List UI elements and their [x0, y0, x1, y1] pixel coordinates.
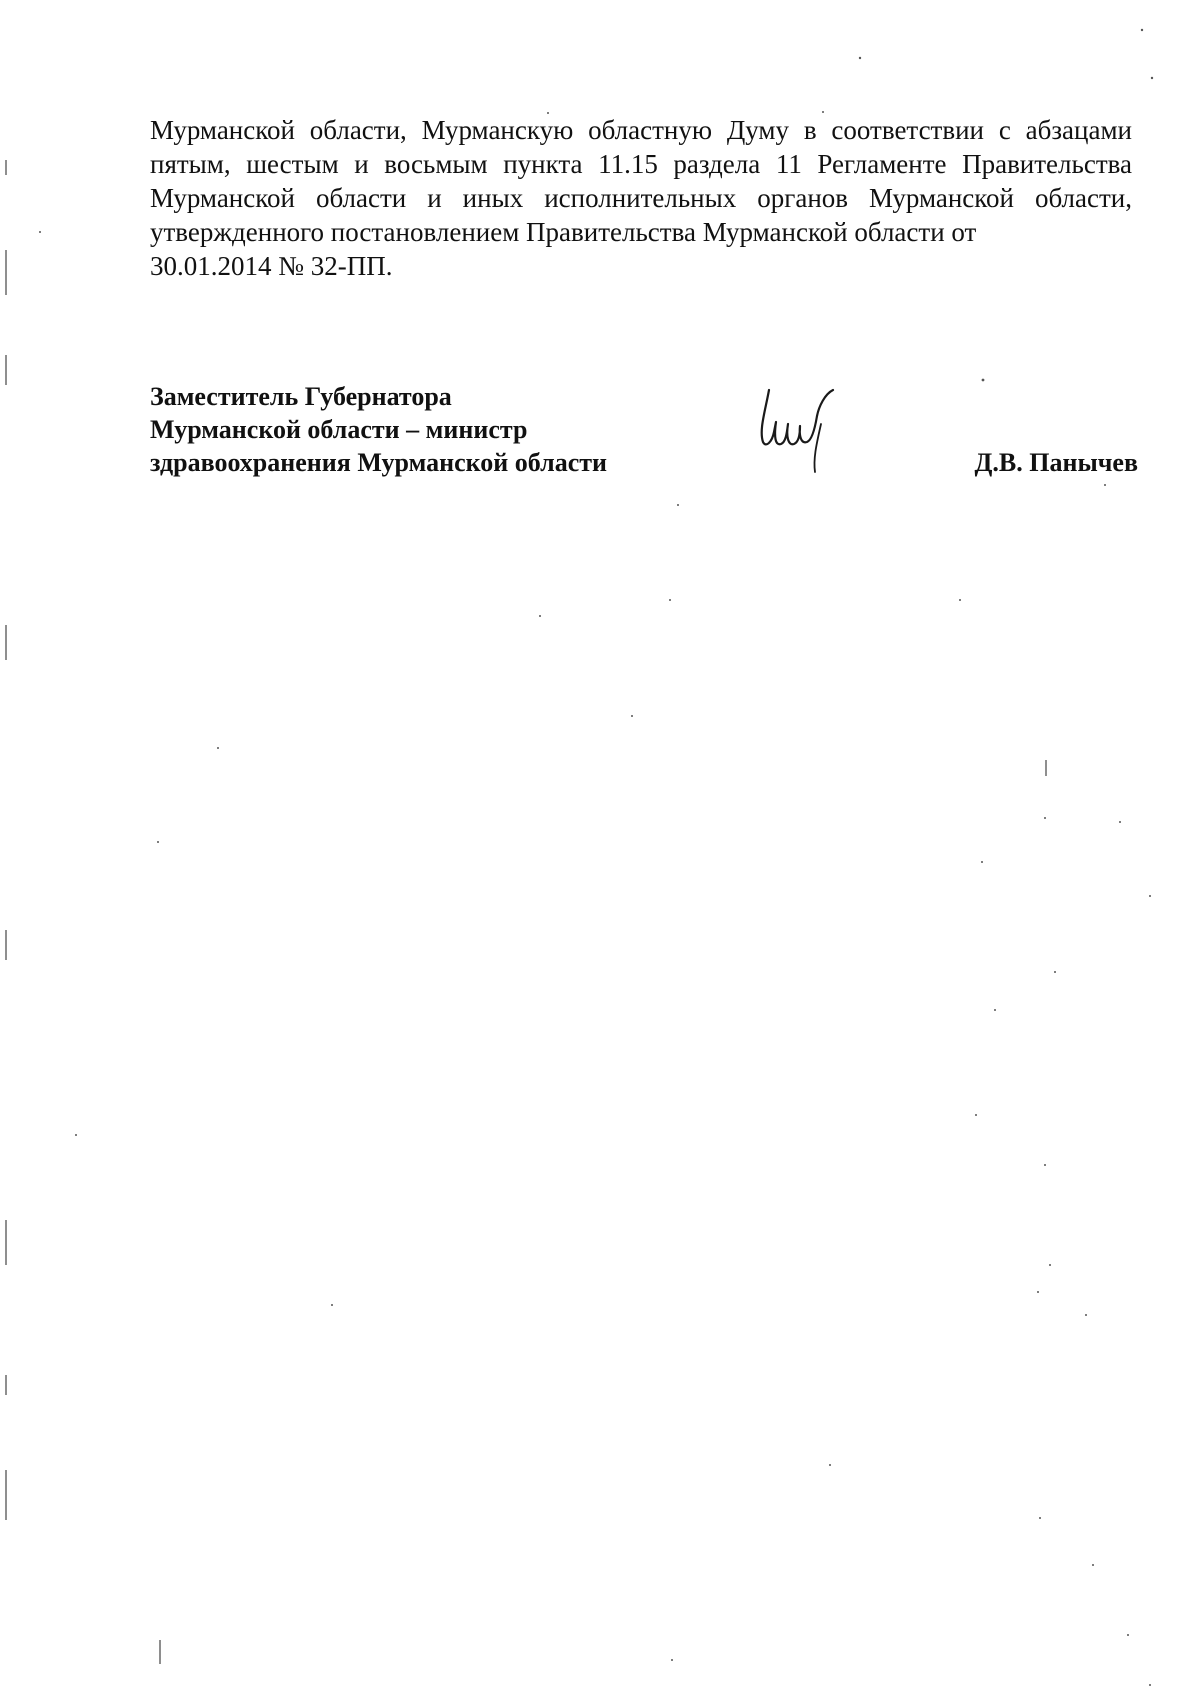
signer-name: Д.В. Панычев — [974, 448, 1138, 477]
signer-title-line: Мурманской области – министр — [150, 415, 528, 444]
signer-title-line: Заместитель Губернатора — [150, 382, 452, 411]
body-line: 30.01.2014 № 32-ПП. — [150, 251, 393, 281]
body-line: пятым, шестым и восьмым пункта 11.15 раздела 11 Регламенте Правительства — [150, 149, 1132, 179]
signer-title — [150, 380, 607, 479]
handwritten-signature — [755, 372, 855, 480]
signer-title-line: здравоохранения Мурманской области — [150, 448, 607, 477]
signature-block — [150, 380, 1138, 480]
body-line: Мурманской области, Мурманскую областную Думу в соответствии с абзацами — [150, 115, 1132, 145]
body-paragraph — [150, 113, 1132, 283]
body-line: утвержденного постановлением Правительства Мурманской области от — [150, 217, 977, 247]
body-line: Мурманской области и иных исполнительных органов Мурманской области, — [150, 183, 1132, 213]
